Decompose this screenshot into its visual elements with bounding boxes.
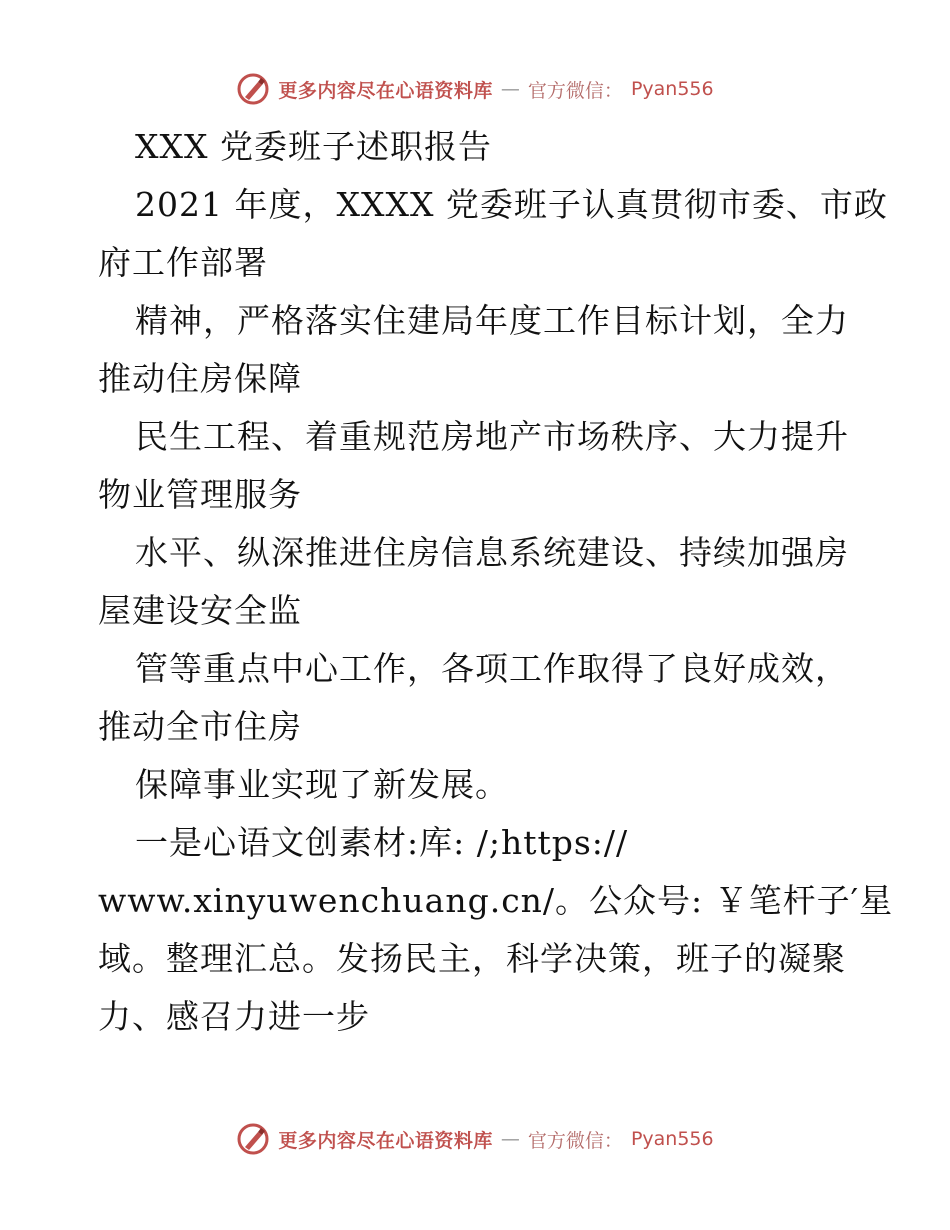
paragraph-line: 一是心语文创素材:库: /;https:// [135, 823, 629, 862]
paragraph-line: 2021 年度，XXXX 党委班子认真贯彻市委、市政 [135, 185, 888, 224]
header-site-name: 更多内容尽在心语资料库 [278, 79, 493, 102]
paragraph-line: 推动住房保障 [98, 359, 302, 398]
paragraph-line: 域。整理汇总。发扬民主，科学决策，班子的凝聚 [98, 939, 846, 978]
header-separator: — [500, 78, 520, 100]
paragraph-line: 民生工程、着重规范房地产市场秩序、大力提升 [135, 417, 849, 456]
paragraph-line: www.xinyuwenchuang.cn/。公众号: ￥笔杆子′星 [98, 881, 894, 920]
header-wechat-id: Pyan556 [630, 78, 714, 100]
paragraph-line: 物业管理服务 [98, 475, 302, 514]
paragraph-line: 推动全市住房 [98, 707, 302, 746]
document-body [98, 118, 894, 1046]
paragraph-line: 力、感召力进一步 [98, 997, 370, 1036]
paragraph-line: 管等重点中心工作，各项工作取得了良好成效， [135, 649, 849, 688]
pen-seal-icon [236, 1122, 270, 1156]
paragraph-line: 保障事业实现了新发展。 [135, 765, 509, 804]
footer-site-name: 更多内容尽在心语资料库 [278, 1129, 493, 1152]
footer-wechat-id: Pyan556 [630, 1128, 714, 1150]
footer-wechat-label: 官方微信： [527, 1129, 623, 1152]
header-wechat-label: 官方微信： [527, 79, 623, 102]
footer-separator: — [500, 1128, 520, 1150]
pen-seal-icon [236, 72, 270, 106]
document-title: XXX 党委班子述职报告 [135, 127, 492, 166]
paragraph-line: 府工作部署 [98, 243, 268, 282]
paragraph-line: 水平、纵深推进住房信息系统建设、持续加强房 [135, 533, 849, 572]
header-banner [0, 72, 950, 106]
paragraph-line: 屋建设安全监 [98, 591, 302, 630]
footer-banner [0, 1122, 950, 1156]
paragraph-line: 精神，严格落实住建局年度工作目标计划，全力 [135, 301, 849, 340]
